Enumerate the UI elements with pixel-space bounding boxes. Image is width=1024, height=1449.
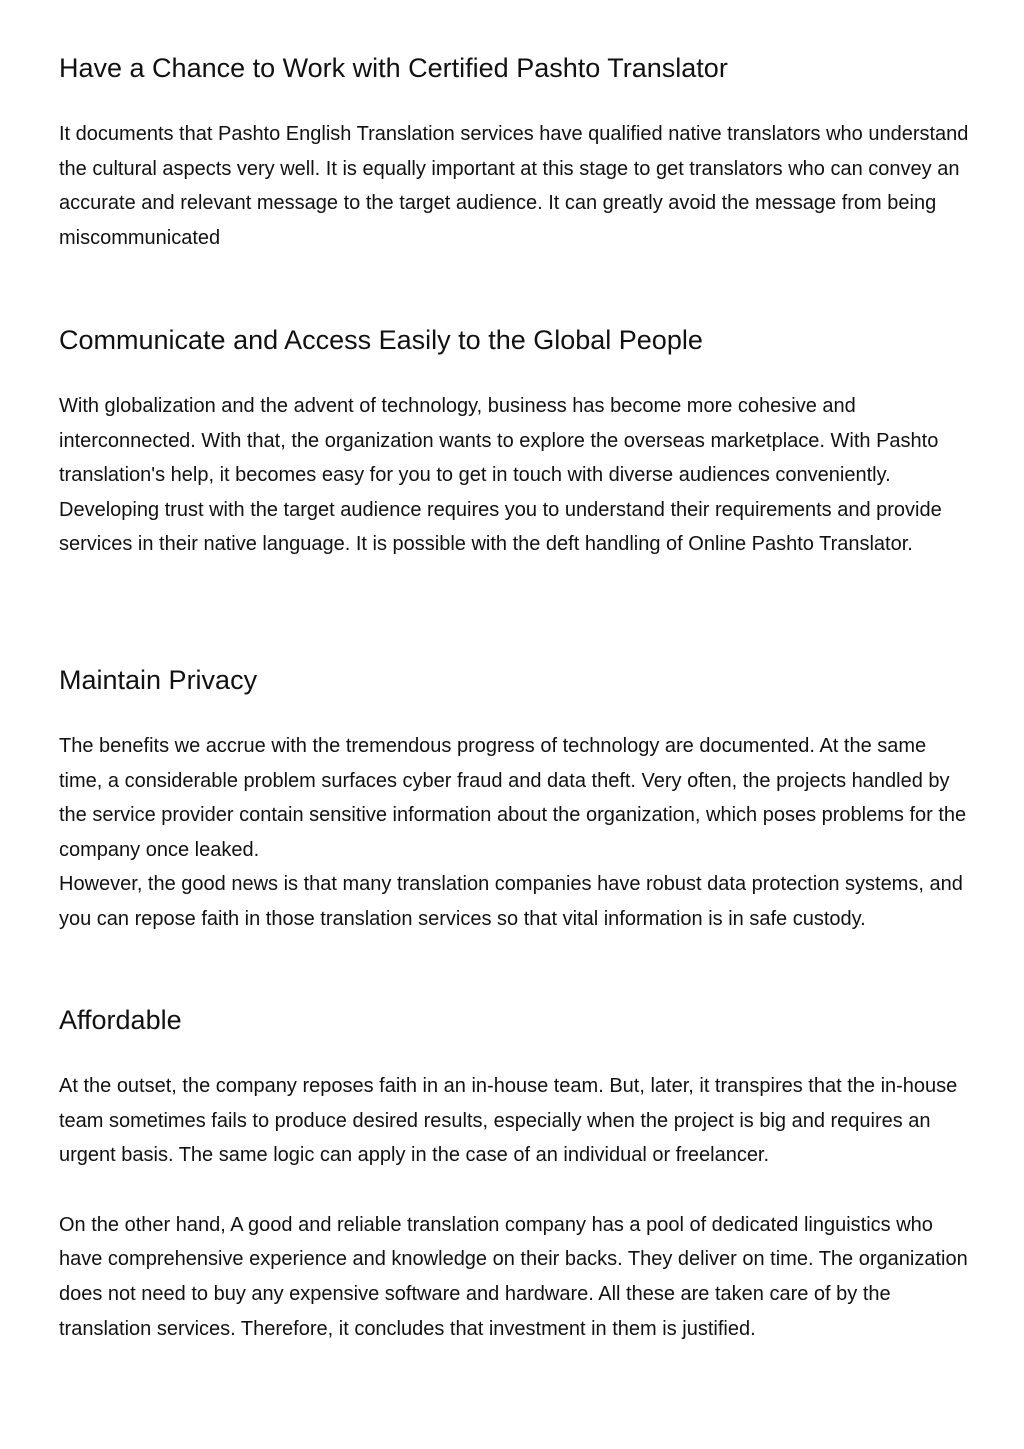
section-heading: Communicate and Access Easily to the Global People [59, 325, 703, 355]
section-paragraph: However, the good news is that many translation companies have robust data protection systems, and you can repose faith in those translation services so that vital information is in safe custody. [59, 873, 963, 930]
section-paragraph: It documents that Pashto English Translation services have qualified native translators who understand the cultural aspects very well. It is equally important at this stage to get translators who can convey an accurate and relevant message to the target audience. It can greatly avoid the message from being miscommunicated [59, 123, 969, 249]
section-heading: Maintain Privacy [59, 665, 258, 695]
section-affordable [59, 1003, 974, 1346]
section-paragraph: On the other hand, A good and reliable translation company has a pool of dedicated linguistics who have comprehensive experience and knowledge on their backs. They deliver on time. The organization does not need to buy any expensive software and hardware. All these are taken care of by the translation services. Therefore, it concludes that investment in them is justified. [59, 1213, 968, 1340]
section-maintain-privacy [59, 663, 974, 937]
section-paragraph: With globalization and the advent of technology, business has become more cohesive and interconnected. With that, the organization wants to explore the overseas marketplace. With Pashto translation's help, it becomes easy for you to get in touch with diverse audiences conveniently. [59, 395, 939, 487]
section-certified-translator [59, 51, 974, 255]
section-paragraph: At the outset, the company reposes faith in an in-house team. But, later, it transpires that the in-house team sometimes fails to produce desired results, especially when the project is big and requires an urgent basis. The same logic can apply in the case of an individual or freelancer. [59, 1075, 958, 1167]
section-paragraph: The benefits we accrue with the tremendous progress of technology are documented. At the same time, a considerable problem surfaces cyber fraud and data theft. Very often, the projects handled by the service provider contain sensitive information about the organization, which poses problems for the company once leaked. [59, 735, 967, 861]
section-global-people [59, 323, 974, 562]
section-paragraph: Developing trust with the target audience requires you to understand their requirements and provide services in their native language. It is possible with the deft handling of Online Pashto Translator. [59, 498, 942, 556]
section-heading: Have a Chance to Work with Certified Pashto Translator [59, 53, 728, 83]
section-heading: Affordable [59, 1005, 182, 1035]
